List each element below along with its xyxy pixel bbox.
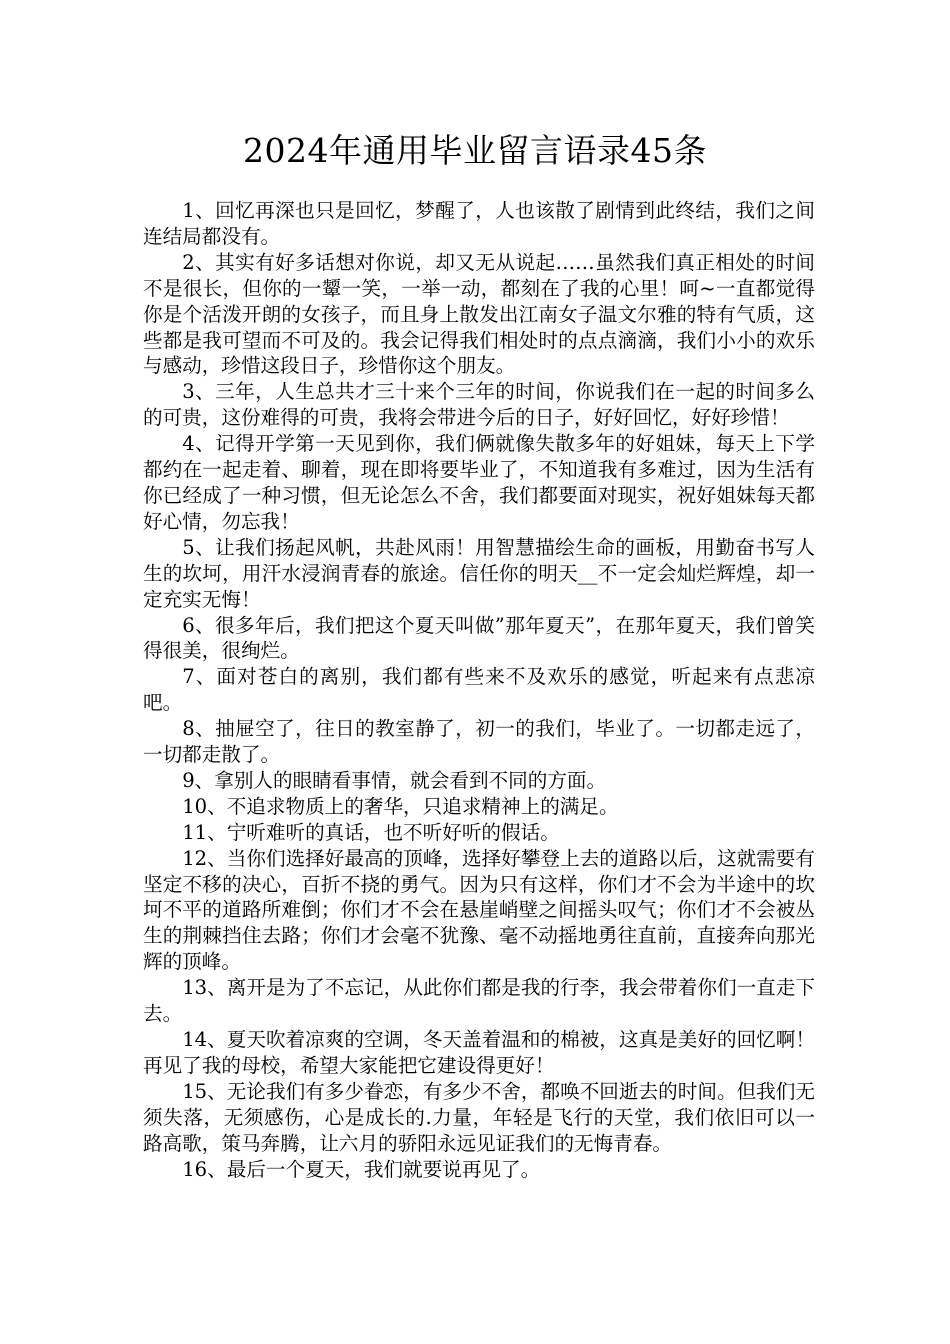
paragraph-3: 3、三年，人生总共才三十来个三年的时间，你说我们在一起的时间多么的可贵，这份难得的可贵，我将会带进今后的日子，好好回忆，好好珍惜！ [143, 380, 815, 430]
paragraph-12: 12、当你们选择好最高的顶峰，选择好攀登上去的道路以后，这就需要有坚定不移的决心，百折不挠的勇气。因为只有这样，你们才不会为半途中的坎坷不平的道路所难倒；你们才不会在悬崖峭壁之间摇头叹气；你们才不会被丛生的荆棘挡住去路；你们才会毫不犹豫、毫不动摇地勇往直前，直接奔向那光辉的顶峰。 [143, 846, 815, 974]
paragraph-6: 6、很多年后，我们把这个夏天叫做”那年夏天”，在那年夏天，我们曾笑得很美，很绚烂。 [143, 613, 815, 663]
paragraph-8: 8、抽屉空了，往日的教室静了，初一的我们，毕业了。一切都走远了，一切都走散了。 [143, 717, 815, 767]
paragraph-5: 5、让我们扬起风帆，共赴风雨！用智慧描绘生命的画板，用勤奋书写人生的坎坷，用汗水浸润青春的旅途。信任你的明天__不一定会灿烂辉煌，却一定充实无悔！ [143, 535, 815, 611]
document-body [143, 198, 815, 1182]
paragraph-7: 7、面对苍白的离别，我们都有些来不及欢乐的感觉，听起来有点悲凉吧。 [143, 665, 815, 715]
document-title: 2024年通用毕业留言语录45条 [243, 131, 707, 170]
paragraph-10: 10、不追求物质上的奢华，只追求精神上的满足。 [182, 794, 619, 818]
paragraph-16: 16、最后一个夏天，我们就要说再见了。 [182, 1157, 541, 1181]
paragraph-14: 14、夏天吹着凉爽的空调，冬天盖着温和的棉被，这真是美好的回忆啊！再见了我的母校，希望大家能把它建设得更好！ [143, 1028, 815, 1077]
paragraph-15: 15、无论我们有多少眷恋，有多少不舍，都唤不回逝去的时间。但我们无须失落，无须感伤，心是成长的.力量，年轻是飞行的天堂，我们依旧可以一路高歌，策马奔腾，让六月的骄阳永远见证我们的无悔青春。 [143, 1079, 815, 1155]
paragraph-4: 4、记得开学第一天见到你，我们俩就像失散多年的好姐妹，每天上下学都约在一起走着、聊着，现在即将要毕业了，不知道我有多难过，因为生活有你已经成了一种习惯，但无论怎么不舍，我们都要面对现实，祝好姐妹每天都好心情，勿忘我！ [143, 432, 815, 533]
paragraph-11: 11、宁听难听的真话，也不听好听的假话。 [182, 820, 560, 844]
paragraph-1: 1、回忆再深也只是回忆，梦醒了，人也该散了剧情到此终结，我们之间连结局都没有。 [143, 199, 815, 248]
paragraph-2: 2、其实有好多话想对你说，却又无从说起……虽然我们真正相处的时间不是很长，但你的一颦一笑，一举一动，都刻在了我的心里！呵~一直都觉得你是个活泼开朗的女孩子，而且身上散发出江南女子温文尔雅的特有气质，这些都是我可望而不可及的。我会记得我们相处时的点点滴滴，我们小小的欢乐与感动，珍惜这段日子，珍惜你这个朋友。 [143, 250, 815, 378]
paragraph-9: 9、拿别人的眼睛看事情，就会看到不同的方面。 [182, 768, 607, 792]
paragraph-13: 13、离开是为了不忘记，从此你们都是我的行李，我会带着你们一直走下去。 [143, 976, 815, 1026]
